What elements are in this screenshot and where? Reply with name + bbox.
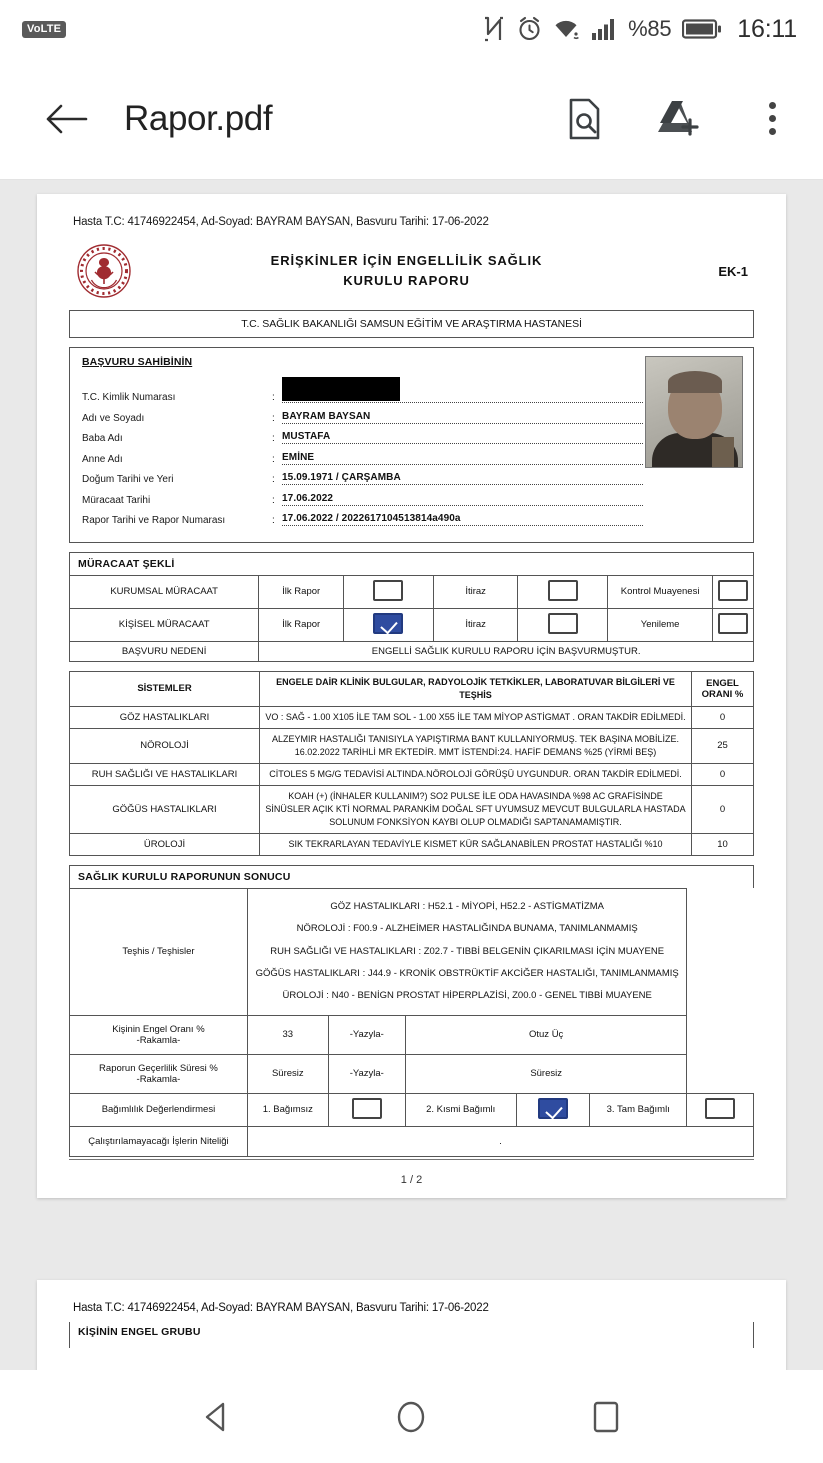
table-row xyxy=(70,888,754,1015)
dependency-option-2: 2. Kısmi Bağımlı xyxy=(405,1093,516,1126)
table-row xyxy=(70,1093,754,1126)
system-findings: SIK TEKRARLAYAN TEDAVİYLE KISMET KÜR SAĞLANABİLEN PROSTAT HASTALIĞI %10 xyxy=(260,833,692,855)
field-value-line xyxy=(282,493,643,506)
app-bar-actions xyxy=(561,96,795,142)
document-search-icon[interactable] xyxy=(561,96,607,142)
hospital-name: T.C. SAĞLIK BAKANLIĞI SAMSUN EĞİTİM VE ARAŞTIRMA HASTANESİ xyxy=(69,310,754,338)
checkbox-kisisel-itiraz[interactable] xyxy=(548,613,578,634)
checkbox-cell[interactable] xyxy=(344,575,434,608)
table-header-row xyxy=(70,671,754,706)
system-rate: 10 xyxy=(692,833,754,855)
field-colon: : xyxy=(272,433,275,444)
field-value-line xyxy=(282,513,643,526)
systems-table xyxy=(69,671,754,856)
option-label: İtiraz xyxy=(433,575,518,608)
checkbox-cell[interactable] xyxy=(518,608,608,641)
status-icons xyxy=(482,15,797,44)
system-name: GÖZ HASTALIKLARI xyxy=(70,706,260,728)
col-header-rate: ENGEL ORANI % xyxy=(692,671,754,706)
pdf-page-1 xyxy=(37,194,786,1198)
reason-value: ENGELLİ SAĞLIK KURULU RAPORU İÇİN BAŞVURMUŞTUR. xyxy=(259,641,754,661)
system-findings: KOAH (+) (İNHALER KULLANIM?) SO2 PULSE İLE ODA HAVASINDA %98 AC GRAFİSİNDE SİNÜSLER AÇIK KTİ NORMAL PARANKİM DOĞAL SFT UYUMSUZ MEVCUT BULGULARLA HASTADA SOLUNUM FONKSİYON KAYBI OLUP OLMADIĞI SAPTANAMAMIŞTIR. xyxy=(260,785,692,833)
field-value: 17.06.2022 / 2022617104513814a490a xyxy=(282,513,461,524)
label-line-1: Kişinin Engel Oranı % xyxy=(112,1023,205,1035)
validity-value: Süresiz xyxy=(247,1054,328,1093)
table-row xyxy=(70,728,754,763)
dependency-label: Bağımlılık Değerlendirmesi xyxy=(70,1093,248,1126)
field-ad-soyad xyxy=(82,411,743,424)
save-to-drive-icon[interactable] xyxy=(655,96,701,142)
nav-home-icon[interactable] xyxy=(381,1387,441,1447)
application-type-title: MÜRACAAT ŞEKLİ xyxy=(69,552,754,575)
jobs-value: . xyxy=(247,1126,753,1156)
diagnosis-cell xyxy=(247,888,687,1015)
field-value: MUSTAFA xyxy=(282,431,331,442)
table-row xyxy=(70,1015,754,1054)
diagnosis-line: ÜROLOJİ : N40 - BENİGN PROSTAT HİPERPLAZİSİ, Z00.0 - GENEL TIBBİ MUAYENE xyxy=(282,990,652,1002)
field-label: T.C. Kimlik Numarası xyxy=(82,392,176,403)
report-title-line-2: KURULU RAPORU xyxy=(343,273,470,288)
table-row xyxy=(70,763,754,785)
table-row xyxy=(70,833,754,855)
dependency-option-1: 1. Bağımsız xyxy=(247,1093,328,1126)
option-label: İlk Rapor xyxy=(259,608,344,641)
label-line-2: -Rakamla- xyxy=(136,1034,181,1046)
jobs-label: Çalıştırılamayacağı İşlerin Niteliği xyxy=(70,1126,248,1156)
system-name: NÖROLOJİ xyxy=(70,728,260,763)
table-row xyxy=(70,641,754,661)
field-value-line xyxy=(282,411,643,424)
result-section-title: SAĞLIK KURULU RAPORUNUN SONUCU xyxy=(69,865,754,888)
system-name: ÜROLOJİ xyxy=(70,833,260,855)
field-rapor-no xyxy=(82,513,743,526)
row-label: KİŞİSEL MÜRACAAT xyxy=(70,608,259,641)
table-row xyxy=(70,706,754,728)
back-arrow-icon[interactable] xyxy=(40,93,92,145)
field-colon: : xyxy=(272,474,275,485)
patient-header-line-page2: Hasta T.C: 41746922454, Ad-Soyad: BAYRAM BAYSAN, Basvuru Tarihi: 17-06-2022 xyxy=(73,1302,489,1314)
checkbox-bagimsiz[interactable] xyxy=(352,1098,382,1119)
patient-header-line: Hasta T.C: 41746922454, Ad-Soyad: BAYRAM BAYSAN, Basvuru Tarihi: 17-06-2022 xyxy=(73,216,489,228)
nav-back-icon[interactable] xyxy=(187,1387,247,1447)
page-title: Rapor.pdf xyxy=(124,98,273,138)
option-label: Yenileme xyxy=(608,608,713,641)
application-type-table xyxy=(69,575,754,662)
field-label: Anne Adı xyxy=(82,453,123,465)
field-value-line xyxy=(282,472,643,485)
option-label: İtiraz xyxy=(433,608,518,641)
checkbox-kontrol-muayenesi[interactable] xyxy=(718,580,748,601)
field-colon: : xyxy=(272,494,275,506)
document-header xyxy=(69,240,754,310)
table-row xyxy=(70,608,754,641)
checkbox-kurumsal-itiraz[interactable] xyxy=(548,580,578,601)
result-table xyxy=(69,888,754,1157)
option-label: İlk Rapor xyxy=(259,575,344,608)
field-colon: : xyxy=(272,453,275,465)
applicant-photo xyxy=(645,356,743,468)
menu-dot xyxy=(769,115,776,122)
field-value: 15.09.1971 / ÇARŞAMBA xyxy=(282,472,401,483)
checkbox-cell[interactable] xyxy=(328,1093,405,1126)
field-anne-adi xyxy=(82,452,743,465)
nav-recents-icon[interactable] xyxy=(576,1387,636,1447)
ministry-of-health-logo-icon xyxy=(75,242,133,300)
disability-rate-words: Otuz Üç xyxy=(405,1015,687,1054)
col-header-findings: ENGELE DAİR KLİNİK BULGULAR, RADYOLOJİK TETKİKLER, LABORATUVAR BİLGİLERİ VE TEŞHİS xyxy=(260,671,692,706)
battery-percent: %85 xyxy=(628,16,672,41)
field-muracaat-tarihi xyxy=(82,493,743,506)
report-title-line-1: ERİŞKİNLER İÇİN ENGELLİLİK SAĞLIK xyxy=(270,252,543,268)
validity-words: Süresiz xyxy=(405,1054,687,1093)
diagnosis-line: GÖĞÜS HASTALIKLARI : J44.9 - KRONİK OBSTRÜKTİF AKCİĞER HASTALIĞI, TANIMLANMAMIŞ xyxy=(255,967,679,979)
nfc-icon xyxy=(482,16,506,42)
disability-rate-value: 33 xyxy=(247,1015,328,1054)
battery-icon xyxy=(682,17,722,41)
checkbox-kismi-bagimli[interactable] xyxy=(538,1098,568,1119)
system-findings: CİTOLES 5 MG/G TEDAVİSİ ALTINDA.NÖROLOJİ GÖRÜŞÜ UYGUNDUR. ORAN TAKDİR EDİLMEDİ. xyxy=(260,763,692,785)
field-value: EMİNE xyxy=(282,451,315,463)
android-nav-bar xyxy=(0,1370,823,1463)
field-colon: : xyxy=(272,392,275,403)
checkbox-cell[interactable] xyxy=(516,1093,590,1126)
field-dogum xyxy=(82,472,743,485)
system-rate: 25 xyxy=(692,728,754,763)
checkbox-cell[interactable] xyxy=(518,575,608,608)
applicant-section xyxy=(69,347,754,543)
system-name: RUH SAĞLIĞI VE HASTALIKLARI xyxy=(70,763,260,785)
app-bar xyxy=(0,58,823,180)
field-value: BAYRAM BAYSAN xyxy=(282,410,371,422)
checkbox-tam-bagimli[interactable] xyxy=(705,1098,735,1119)
system-findings: VO : SAĞ - 1.00 X105 İLE TAM SOL - 1.00 X55 İLE TAM MİYOP ASTİGMAT . ORAN TAKDİR EDİLMEDİ. xyxy=(260,706,692,728)
report-title xyxy=(133,251,680,291)
system-name: GÖĞÜS HASTALIKLARI xyxy=(70,785,260,833)
table-row xyxy=(70,1126,754,1156)
checkbox-cell[interactable] xyxy=(713,608,754,641)
field-label: Doğum Tarihi ve Yeri xyxy=(82,474,174,485)
field-value-line xyxy=(282,377,643,403)
volte-badge: VoLTE xyxy=(22,21,66,38)
system-rate: 0 xyxy=(692,763,754,785)
diagnosis-label: Teşhis / Teşhisler xyxy=(70,888,248,1015)
menu-dot xyxy=(769,102,776,109)
field-colon: : xyxy=(272,412,275,424)
field-tc-kimlik xyxy=(82,377,743,403)
field-baba-adi xyxy=(82,431,743,444)
system-rate: 0 xyxy=(692,706,754,728)
wifi-icon xyxy=(553,17,580,41)
menu-dot xyxy=(769,128,776,135)
page-indicator: 1 / 2 xyxy=(400,1173,423,1186)
checkbox-cell[interactable] xyxy=(344,608,434,641)
field-value: 17.06.2022 xyxy=(282,492,334,504)
label-line-1: Raporun Geçerlilik Süresi % xyxy=(99,1062,218,1074)
field-label: Baba Adı xyxy=(82,433,123,444)
field-value-line xyxy=(282,452,643,465)
system-rate: 0 xyxy=(692,785,754,833)
checkbox-kisisel-ilk-rapor[interactable] xyxy=(373,613,403,634)
status-clock: 16:11 xyxy=(737,14,797,43)
disability-rate-label xyxy=(70,1015,248,1054)
overflow-menu-icon[interactable] xyxy=(749,102,795,135)
field-label: Müracaat Tarihi xyxy=(82,494,151,506)
table-row xyxy=(70,575,754,608)
pdf-page-2 xyxy=(37,1280,786,1370)
validity-label xyxy=(70,1054,248,1093)
validity-in-words-label: -Yazyla- xyxy=(328,1054,405,1093)
option-label: Kontrol Muayenesi xyxy=(608,575,713,608)
photo-hair xyxy=(668,371,722,393)
label-line-2: -Rakamla- xyxy=(136,1073,181,1085)
redacted-value xyxy=(282,377,400,401)
in-words-label: -Yazyla- xyxy=(328,1015,405,1054)
field-label: Adı ve Soyadı xyxy=(82,412,145,424)
signal-icon xyxy=(591,17,617,41)
field-value-line xyxy=(282,431,643,444)
reason-label: BAŞVURU NEDENİ xyxy=(70,641,259,661)
annex-label: EK-1 xyxy=(718,263,748,279)
engel-grubu-title: KİŞİNİN ENGEL GRUBU xyxy=(69,1322,754,1348)
applicant-section-title: BAŞVURU SAHİBİNİN xyxy=(82,356,193,368)
pdf-viewer[interactable] xyxy=(0,180,823,1370)
alarm-icon xyxy=(517,16,542,42)
col-header-systems: SİSTEMLER xyxy=(70,671,260,706)
dependency-option-3: 3. Tam Bağımlı xyxy=(590,1093,687,1126)
checkbox-kurumsal-ilk-rapor[interactable] xyxy=(373,580,403,601)
status-bar xyxy=(0,0,823,58)
diagnosis-line: RUH SAĞLIĞI VE HASTALIKLARI : Z02.7 - TIBBİ BELGENİN ÇIKARILMASI İÇİN MUAYENE xyxy=(270,945,665,957)
table-row xyxy=(70,1054,754,1093)
system-findings: ALZEYMIR HASTALIĞI TANISIYLA YAPIŞTIRMA BANT KULLANIYORMUŞ. TEK BAŞINA MOBİLİZE. 16.02.2022 TARİHLİ MR EKTEDİR. MMT İSTENDİ:24. HAFİF DEMANS %25 (YİRMİ BEŞ) xyxy=(260,728,692,763)
diagnosis-line: GÖZ HASTALIKLARI : H52.1 - MİYOPİ, H52.2 - ASTİGMATİZMA xyxy=(330,900,604,912)
checkbox-yenileme[interactable] xyxy=(718,613,748,634)
field-colon: : xyxy=(272,515,275,526)
field-label: Rapor Tarihi ve Rapor Numarası xyxy=(82,515,226,526)
diagnosis-line: NÖROLOJİ : F00.9 - ALZHEİMER HASTALIĞINDA BUNAMA, TANIMLANMAMIŞ xyxy=(296,923,638,935)
table-row xyxy=(70,785,754,833)
checkbox-cell[interactable] xyxy=(713,575,754,608)
checkbox-cell[interactable] xyxy=(687,1093,754,1126)
row-label: KURUMSAL MÜRACAAT xyxy=(70,575,259,608)
photo-scarf xyxy=(712,437,734,467)
